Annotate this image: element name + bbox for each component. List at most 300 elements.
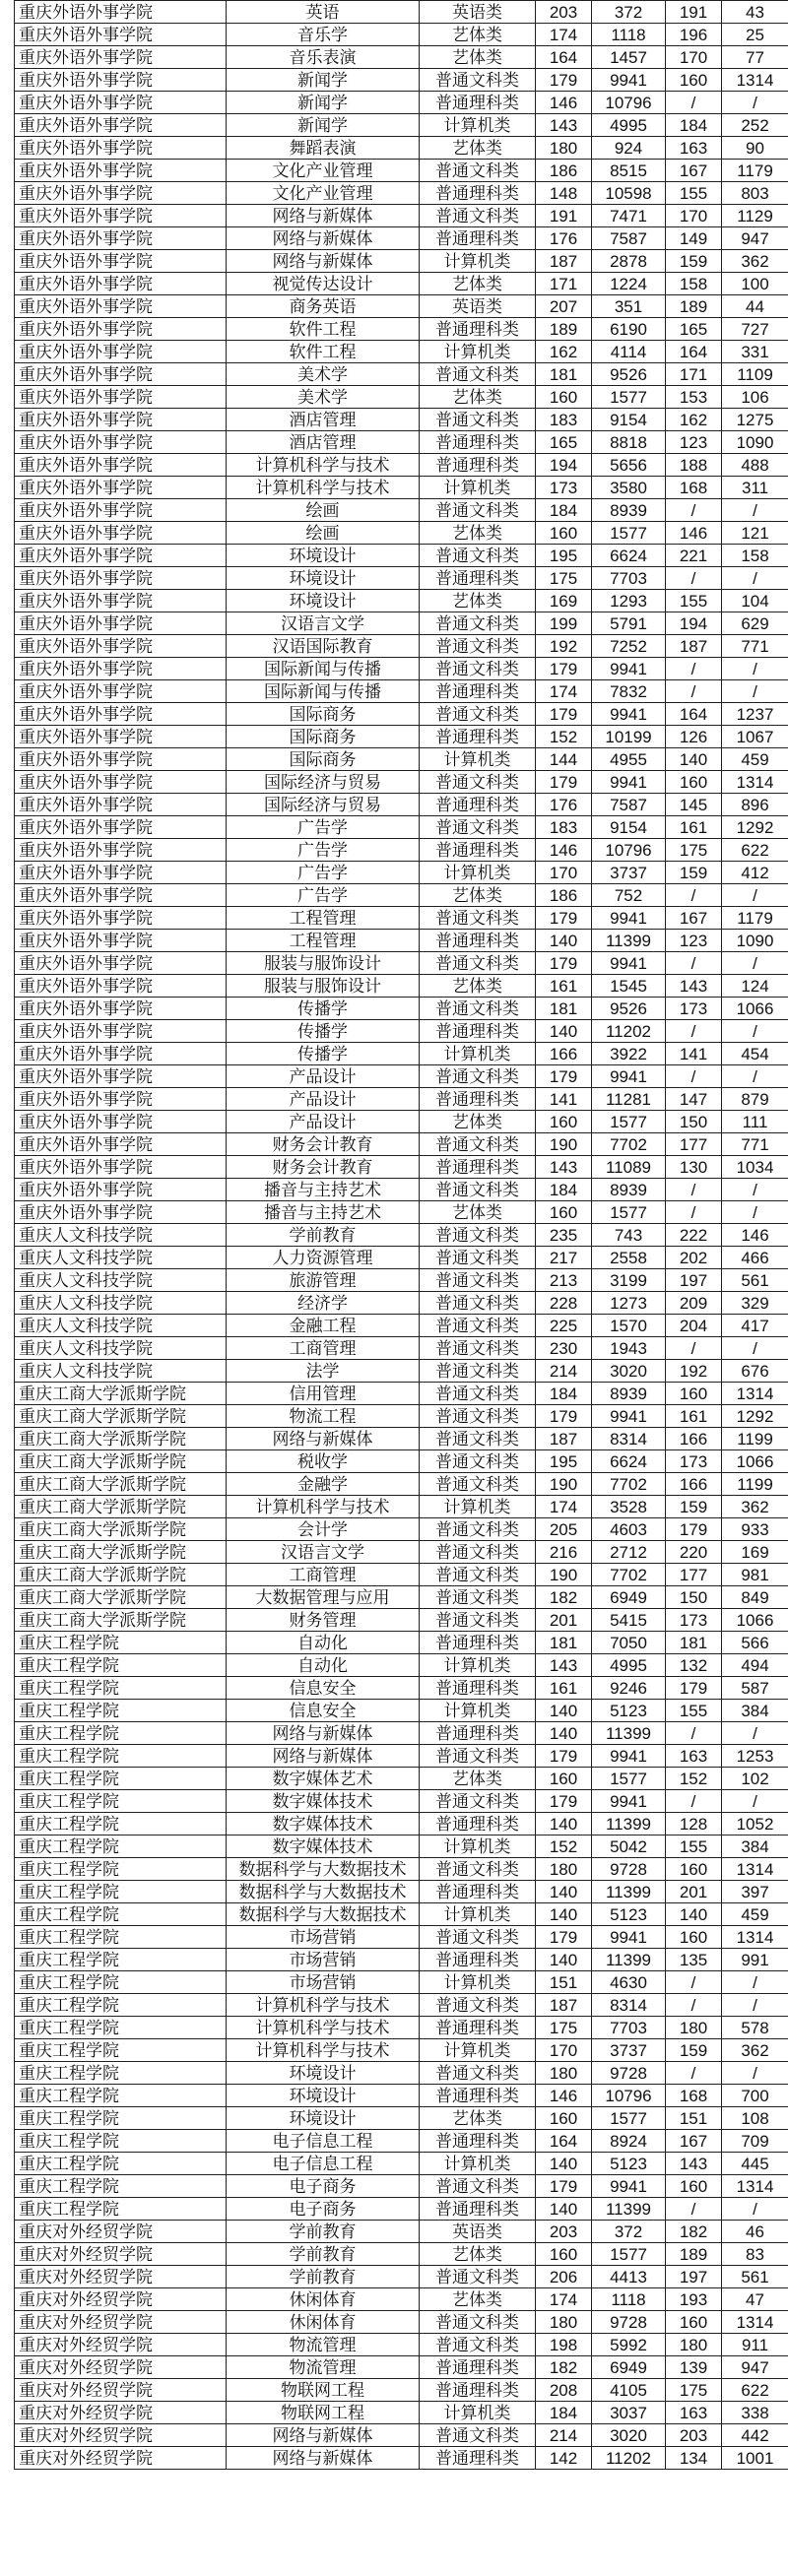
category-cell: 普通理科类 (420, 454, 536, 477)
rank2-cell: 803 (722, 182, 788, 205)
rank-cell: 7050 (592, 1632, 666, 1654)
school-cell: 重庆对外经贸学院 (15, 2311, 227, 2334)
score-cell: 179 (536, 1745, 592, 1768)
table-row (15, 1518, 788, 1541)
rank-cell: 1943 (592, 1337, 666, 1360)
category-cell: 普通文科类 (420, 160, 536, 182)
category-cell: 普通理科类 (420, 1881, 536, 1903)
rank-cell: 1577 (592, 1768, 666, 1790)
category-cell: 普通文科类 (420, 2266, 536, 2288)
major-cell: 市场营销 (227, 1949, 420, 1971)
major-cell: 环境设计 (227, 2085, 420, 2107)
major-cell: 数据科学与大数据技术 (227, 1858, 420, 1881)
school-cell: 重庆工程学院 (15, 1903, 227, 1926)
rank-cell: 3037 (592, 2402, 666, 2424)
score2-cell: 163 (666, 1745, 722, 1768)
school-cell: 重庆外语外事学院 (15, 1111, 227, 1133)
score-cell: 140 (536, 1722, 592, 1745)
score2-cell: 171 (666, 363, 722, 386)
category-cell: 艺体类 (420, 1111, 536, 1133)
rank-cell: 7703 (592, 567, 666, 590)
rank-cell: 8939 (592, 1383, 666, 1405)
score2-cell: 158 (666, 273, 722, 295)
major-cell: 学前教育 (227, 2243, 420, 2266)
category-cell: 普通文科类 (420, 1383, 536, 1405)
category-cell: 普通文科类 (420, 2175, 536, 2198)
rank2-cell: 90 (722, 137, 788, 160)
score-cell: 146 (536, 92, 592, 114)
table-row (15, 2062, 788, 2085)
table-row (15, 1926, 788, 1949)
school-cell: 重庆外语外事学院 (15, 92, 227, 114)
score2-cell: 141 (666, 1043, 722, 1065)
category-cell: 艺体类 (420, 273, 536, 295)
school-cell: 重庆外语外事学院 (15, 499, 227, 522)
rank-cell: 9941 (592, 907, 666, 930)
rank2-cell: 329 (722, 1292, 788, 1315)
score2-cell: / (666, 1065, 722, 1088)
school-cell: 重庆外语外事学院 (15, 1088, 227, 1111)
rank-cell: 1224 (592, 273, 666, 295)
rank-cell: 4630 (592, 1971, 666, 1994)
table-row (15, 2039, 788, 2062)
rank-cell: 1577 (592, 522, 666, 545)
score2-cell: 143 (666, 975, 722, 998)
score-cell: 183 (536, 409, 592, 431)
score-cell: 179 (536, 907, 592, 930)
school-cell: 重庆外语外事学院 (15, 930, 227, 952)
score2-cell: 150 (666, 1111, 722, 1133)
table-row (15, 930, 788, 952)
rank2-cell: 169 (722, 1541, 788, 1564)
table-row (15, 227, 788, 250)
rank2-cell: 911 (722, 2334, 788, 2356)
rank2-cell: 47 (722, 2288, 788, 2311)
school-cell: 重庆对外经贸学院 (15, 2424, 227, 2447)
major-cell: 文化产业管理 (227, 160, 420, 182)
score-cell: 180 (536, 137, 592, 160)
school-cell: 重庆外语外事学院 (15, 1, 227, 24)
score2-cell: / (666, 658, 722, 680)
school-cell: 重庆外语外事学院 (15, 1179, 227, 1201)
score2-cell: / (666, 2062, 722, 2085)
rank-cell: 1577 (592, 2243, 666, 2266)
rank-cell: 10796 (592, 2085, 666, 2107)
major-cell: 电子信息工程 (227, 2153, 420, 2175)
score2-cell: / (666, 2198, 722, 2221)
category-cell: 计算机类 (420, 1043, 536, 1065)
rank-cell: 7702 (592, 1133, 666, 1156)
score2-cell: 160 (666, 1858, 722, 1881)
rank-cell: 11399 (592, 930, 666, 952)
major-cell: 美术学 (227, 386, 420, 409)
school-cell: 重庆外语外事学院 (15, 363, 227, 386)
major-cell: 市场营销 (227, 1926, 420, 1949)
rank-cell: 9728 (592, 1858, 666, 1881)
major-cell: 网络与新媒体 (227, 250, 420, 273)
score-cell: 176 (536, 227, 592, 250)
table-row (15, 2402, 788, 2424)
rank-cell: 4995 (592, 114, 666, 137)
school-cell: 重庆工程学院 (15, 1654, 227, 1677)
school-cell: 重庆工程学院 (15, 2017, 227, 2039)
score2-cell: / (666, 1020, 722, 1043)
table-row (15, 1790, 788, 1813)
score-cell: 143 (536, 1654, 592, 1677)
school-cell: 重庆外语外事学院 (15, 24, 227, 46)
major-cell: 电子商务 (227, 2198, 420, 2221)
category-cell: 艺体类 (420, 975, 536, 998)
major-cell: 数据科学与大数据技术 (227, 1881, 420, 1903)
category-cell: 艺体类 (420, 1201, 536, 1224)
school-cell: 重庆工程学院 (15, 1722, 227, 1745)
rank2-cell: 629 (722, 612, 788, 635)
school-cell: 重庆外语外事学院 (15, 839, 227, 862)
score2-cell: 197 (666, 2266, 722, 2288)
score-cell: 190 (536, 1473, 592, 1496)
rank2-cell: 494 (722, 1654, 788, 1677)
major-cell: 经济学 (227, 1292, 420, 1315)
rank-cell: 3199 (592, 1269, 666, 1292)
rank2-cell: 1001 (722, 2447, 788, 2470)
score2-cell: 130 (666, 1156, 722, 1179)
school-cell: 重庆外语外事学院 (15, 726, 227, 748)
score-cell: 169 (536, 590, 592, 612)
school-cell: 重庆工程学院 (15, 1700, 227, 1722)
rank-cell: 11399 (592, 2198, 666, 2221)
score-cell: 214 (536, 2424, 592, 2447)
table-row (15, 794, 788, 816)
category-cell: 普通文科类 (420, 1360, 536, 1383)
score2-cell: 139 (666, 2356, 722, 2379)
rank-cell: 9941 (592, 1405, 666, 1428)
rank2-cell: 1090 (722, 930, 788, 952)
category-cell: 艺体类 (420, 386, 536, 409)
rank2-cell: 933 (722, 1518, 788, 1541)
category-cell: 普通文科类 (420, 1337, 536, 1360)
rank2-cell: 338 (722, 2402, 788, 2424)
score2-cell: / (666, 567, 722, 590)
score2-cell: 222 (666, 1224, 722, 1247)
category-cell: 普通理科类 (420, 726, 536, 748)
school-cell: 重庆对外经贸学院 (15, 2334, 227, 2356)
rank2-cell: 771 (722, 635, 788, 658)
score2-cell: 140 (666, 748, 722, 771)
score-cell: 228 (536, 1292, 592, 1315)
rank-cell: 5992 (592, 2334, 666, 2356)
category-cell: 普通理科类 (420, 839, 536, 862)
score-cell: 148 (536, 182, 592, 205)
score2-cell: / (666, 92, 722, 114)
major-cell: 绘画 (227, 522, 420, 545)
rank-cell: 9941 (592, 771, 666, 794)
category-cell: 普通文科类 (420, 952, 536, 975)
school-cell: 重庆外语外事学院 (15, 952, 227, 975)
major-cell: 服装与服饰设计 (227, 975, 420, 998)
rank-cell: 11399 (592, 1813, 666, 1835)
score2-cell: 123 (666, 431, 722, 454)
category-cell: 艺体类 (420, 24, 536, 46)
score2-cell: 135 (666, 1949, 722, 1971)
score2-cell: 132 (666, 1654, 722, 1677)
rank-cell: 8515 (592, 160, 666, 182)
major-cell: 学前教育 (227, 1224, 420, 1247)
table-row (15, 1088, 788, 1111)
table-row (15, 1292, 788, 1315)
major-cell: 传播学 (227, 1043, 420, 1065)
major-cell: 软件工程 (227, 341, 420, 363)
score-cell: 174 (536, 2288, 592, 2311)
score-cell: 182 (536, 2356, 592, 2379)
school-cell: 重庆工程学院 (15, 1994, 227, 2017)
major-cell: 广告学 (227, 816, 420, 839)
score2-cell: 166 (666, 1428, 722, 1450)
major-cell: 财务会计教育 (227, 1156, 420, 1179)
score-cell: 164 (536, 46, 592, 69)
rank-cell: 8314 (592, 1994, 666, 2017)
rank2-cell: 488 (722, 454, 788, 477)
major-cell: 广告学 (227, 884, 420, 907)
rank-cell: 1577 (592, 1201, 666, 1224)
rank-cell: 743 (592, 1224, 666, 1247)
major-cell: 传播学 (227, 998, 420, 1020)
rank2-cell: 252 (722, 114, 788, 137)
score2-cell: 221 (666, 545, 722, 567)
rank-cell: 9941 (592, 658, 666, 680)
score2-cell: 170 (666, 46, 722, 69)
score2-cell: / (666, 499, 722, 522)
score-cell: 179 (536, 771, 592, 794)
table-row (15, 567, 788, 590)
score2-cell: 163 (666, 137, 722, 160)
rank2-cell: 896 (722, 794, 788, 816)
category-cell: 普通理科类 (420, 2017, 536, 2039)
rank-cell: 6190 (592, 318, 666, 341)
category-cell: 普通理科类 (420, 431, 536, 454)
rank-cell: 10598 (592, 182, 666, 205)
school-cell: 重庆对外经贸学院 (15, 2221, 227, 2243)
school-cell: 重庆外语外事学院 (15, 1133, 227, 1156)
score-cell: 174 (536, 24, 592, 46)
score-cell: 142 (536, 2447, 592, 2470)
category-cell: 普通理科类 (420, 2130, 536, 2153)
rank2-cell: / (722, 884, 788, 907)
table-row (15, 1609, 788, 1632)
table-row (15, 1337, 788, 1360)
table-row (15, 1043, 788, 1065)
category-cell: 普通文科类 (420, 205, 536, 227)
rank-cell: 9526 (592, 363, 666, 386)
major-cell: 环境设计 (227, 545, 420, 567)
major-cell: 计算机科学与技术 (227, 1496, 420, 1518)
major-cell: 物联网工程 (227, 2402, 420, 2424)
major-cell: 商务英语 (227, 295, 420, 318)
major-cell: 休闲体育 (227, 2288, 420, 2311)
score-cell: 179 (536, 1405, 592, 1428)
table-row (15, 454, 788, 477)
score-cell: 175 (536, 2017, 592, 2039)
rank2-cell: 700 (722, 2085, 788, 2107)
school-cell: 重庆外语外事学院 (15, 862, 227, 884)
score2-cell: 167 (666, 160, 722, 182)
rank-cell: 11202 (592, 1020, 666, 1043)
rank2-cell: 947 (722, 227, 788, 250)
rank2-cell: 1052 (722, 1813, 788, 1835)
table-row (15, 839, 788, 862)
category-cell: 普通理科类 (420, 2356, 536, 2379)
rank2-cell: 1109 (722, 363, 788, 386)
category-cell: 普通理科类 (420, 930, 536, 952)
school-cell: 重庆外语外事学院 (15, 273, 227, 295)
score2-cell: 179 (666, 1518, 722, 1541)
school-cell: 重庆工程学院 (15, 1971, 227, 1994)
rank2-cell: 100 (722, 273, 788, 295)
category-cell: 计算机类 (420, 1903, 536, 1926)
score2-cell: 159 (666, 250, 722, 273)
rank2-cell: / (722, 658, 788, 680)
score2-cell: 189 (666, 295, 722, 318)
school-cell: 重庆工程学院 (15, 2085, 227, 2107)
rank2-cell: 849 (722, 1586, 788, 1609)
major-cell: 数据科学与大数据技术 (227, 1903, 420, 1926)
rank2-cell: 1066 (722, 1609, 788, 1632)
major-cell: 数字媒体艺术 (227, 1768, 420, 1790)
score-cell: 187 (536, 250, 592, 273)
score-cell: 179 (536, 703, 592, 726)
rank-cell: 8939 (592, 1179, 666, 1201)
score2-cell: 196 (666, 24, 722, 46)
rank-cell: 8314 (592, 1428, 666, 1450)
table-row (15, 250, 788, 273)
category-cell: 普通理科类 (420, 2447, 536, 2470)
category-cell: 艺体类 (420, 2243, 536, 2266)
school-cell: 重庆外语外事学院 (15, 160, 227, 182)
score-cell: 160 (536, 2107, 592, 2130)
category-cell: 普通理科类 (420, 182, 536, 205)
rank-cell: 10199 (592, 726, 666, 748)
table-row (15, 114, 788, 137)
score2-cell: 175 (666, 2379, 722, 2402)
rank-cell: 7832 (592, 680, 666, 703)
table-row (15, 499, 788, 522)
score2-cell: 203 (666, 2424, 722, 2447)
school-cell: 重庆工商大学派斯学院 (15, 1496, 227, 1518)
rank-cell: 5791 (592, 612, 666, 635)
table-row (15, 1903, 788, 1926)
category-cell: 英语类 (420, 295, 536, 318)
rank2-cell: 1314 (722, 1858, 788, 1881)
table-row (15, 1722, 788, 1745)
major-cell: 自动化 (227, 1632, 420, 1654)
score2-cell: 159 (666, 862, 722, 884)
rank-cell: 5123 (592, 1700, 666, 1722)
school-cell: 重庆外语外事学院 (15, 567, 227, 590)
school-cell: 重庆工程学院 (15, 2153, 227, 2175)
table-row (15, 771, 788, 794)
rank2-cell: 1129 (722, 205, 788, 227)
score2-cell: 197 (666, 1269, 722, 1292)
table-row (15, 2017, 788, 2039)
table-row (15, 816, 788, 839)
rank-cell: 1118 (592, 2288, 666, 2311)
table-row (15, 1224, 788, 1247)
table-row (15, 2130, 788, 2153)
score-cell: 230 (536, 1337, 592, 1360)
rank2-cell: 106 (722, 386, 788, 409)
school-cell: 重庆人文科技学院 (15, 1269, 227, 1292)
school-cell: 重庆对外经贸学院 (15, 2402, 227, 2424)
score2-cell: 163 (666, 2402, 722, 2424)
score2-cell: 143 (666, 2153, 722, 2175)
table-row (15, 545, 788, 567)
rank-cell: 1273 (592, 1292, 666, 1315)
score-cell: 187 (536, 1994, 592, 2017)
category-cell: 艺体类 (420, 46, 536, 69)
rank-cell: 3737 (592, 862, 666, 884)
rank2-cell: 1179 (722, 160, 788, 182)
category-cell: 普通文科类 (420, 1609, 536, 1632)
rank2-cell: 25 (722, 24, 788, 46)
major-cell: 国际经济与贸易 (227, 771, 420, 794)
score-cell: 184 (536, 1179, 592, 1201)
table-row (15, 318, 788, 341)
category-cell: 普通理科类 (420, 92, 536, 114)
score-cell: 191 (536, 205, 592, 227)
category-cell: 普通理科类 (420, 227, 536, 250)
major-cell: 汉语言文学 (227, 1541, 420, 1564)
rank-cell: 6624 (592, 1450, 666, 1473)
rank2-cell: 1314 (722, 1383, 788, 1405)
score-cell: 181 (536, 998, 592, 1020)
score2-cell: / (666, 1971, 722, 1994)
score2-cell: 159 (666, 2039, 722, 2062)
score2-cell: 147 (666, 1088, 722, 1111)
score-cell: 151 (536, 1971, 592, 1994)
school-cell: 重庆外语外事学院 (15, 46, 227, 69)
major-cell: 文化产业管理 (227, 182, 420, 205)
major-cell: 国际商务 (227, 726, 420, 748)
major-cell: 网络与新媒体 (227, 227, 420, 250)
rank2-cell: 362 (722, 1496, 788, 1518)
score2-cell: 160 (666, 1926, 722, 1949)
rank2-cell: 158 (722, 545, 788, 567)
category-cell: 艺体类 (420, 590, 536, 612)
major-cell: 财务管理 (227, 1609, 420, 1632)
table-row (15, 1700, 788, 1722)
score2-cell: 145 (666, 794, 722, 816)
score2-cell: / (666, 1994, 722, 2017)
category-cell: 计算机类 (420, 2039, 536, 2062)
major-cell: 计算机科学与技术 (227, 477, 420, 499)
score-cell: 143 (536, 1156, 592, 1179)
table-row (15, 1632, 788, 1654)
score2-cell: 177 (666, 1564, 722, 1586)
rank2-cell: 417 (722, 1315, 788, 1337)
rank2-cell: 1199 (722, 1428, 788, 1450)
category-cell: 计算机类 (420, 1654, 536, 1677)
score-cell: 195 (536, 1450, 592, 1473)
score-cell: 208 (536, 2379, 592, 2402)
school-cell: 重庆外语外事学院 (15, 205, 227, 227)
rank-cell: 11399 (592, 1949, 666, 1971)
rank-cell: 9154 (592, 409, 666, 431)
score-cell: 205 (536, 1518, 592, 1541)
score-cell: 213 (536, 1269, 592, 1292)
school-cell: 重庆工程学院 (15, 2198, 227, 2221)
table-row (15, 1994, 788, 2017)
score-cell: 179 (536, 658, 592, 680)
school-cell: 重庆外语外事学院 (15, 1043, 227, 1065)
